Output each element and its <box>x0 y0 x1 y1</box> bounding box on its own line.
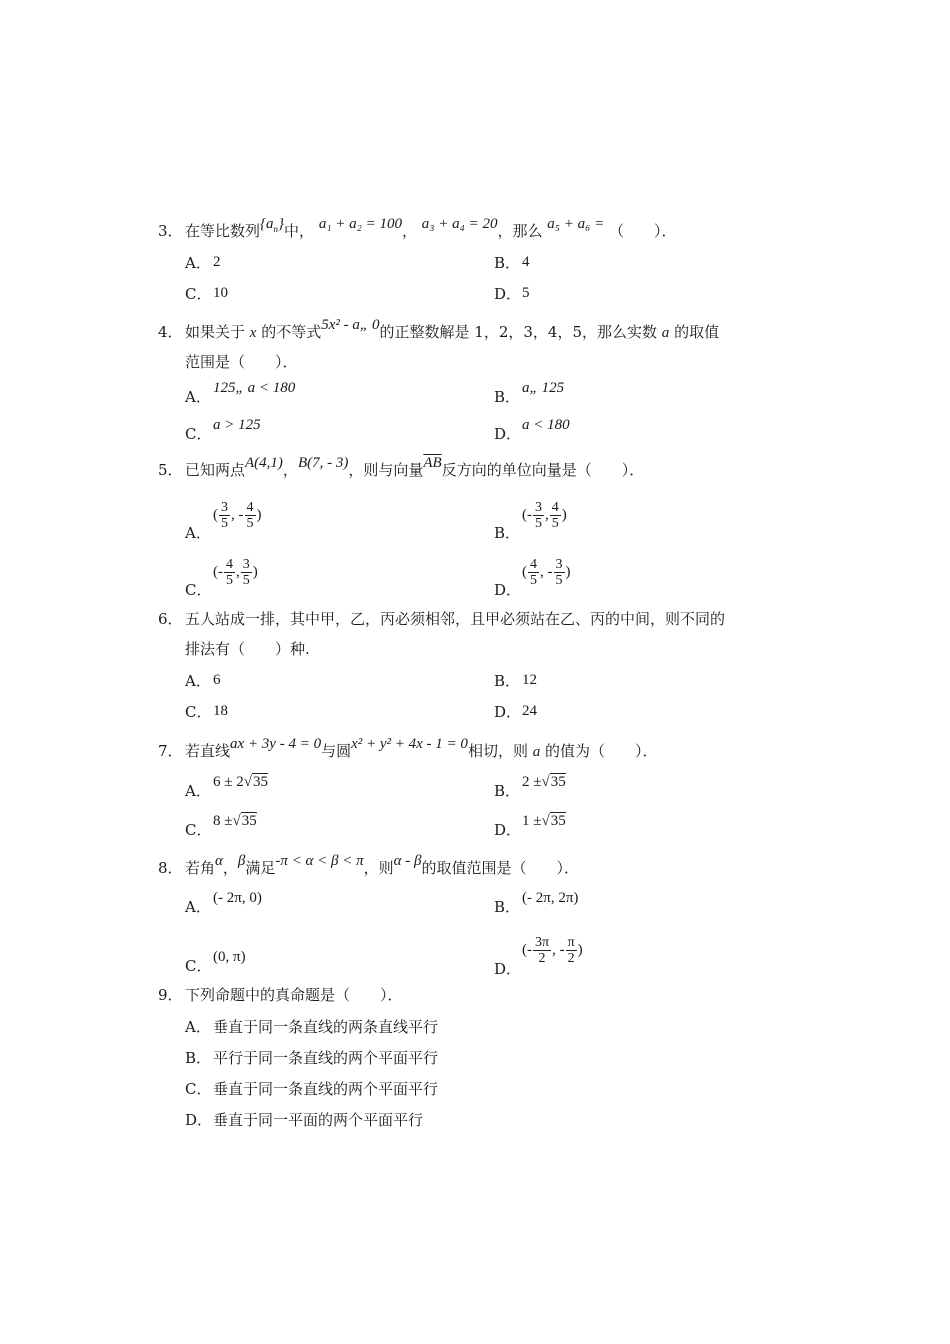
question-number: 9． <box>158 986 183 1004</box>
option-d: D． a < 180 <box>494 417 570 443</box>
option-a: A． ( $\frac{3}{5}$ , - $\frac{4}{5}$ ) <box>185 500 262 542</box>
option-a: A． 125„ a < 180 <box>185 380 296 406</box>
line-equation: ax + 3y - 4 = 0 <box>230 736 322 752</box>
question-stem: 在等比数列$\{a_n\}$中， a₁ + a₂ = 100， a₃ + a₄ = 20，那么 a₅ + a₆ = （ ）． <box>185 216 677 240</box>
option-a: A． 6 <box>185 672 221 690</box>
option-d: D． 24 <box>494 703 537 721</box>
question-number: 3． <box>158 222 183 240</box>
option-b: B． a„ 125 <box>494 380 565 406</box>
point-b: B(7, - 3) <box>297 455 349 471</box>
option-c: C． 10 <box>185 285 228 303</box>
math-sequence: $\{a_n\}$ <box>260 216 285 234</box>
option-d: D． (- $\frac{3\pi}{2}$ , - $\frac{\pi}{2}$ ) <box>494 935 583 978</box>
option-c: C． (- $\frac{4}{5}$ , $\frac{3}{5}$ ) <box>185 557 258 599</box>
question-number: 5． <box>158 461 183 479</box>
option-a: A． 垂直于同一条直线的两条直线平行 <box>185 1018 439 1036</box>
question-stem: 若直线ax + 3y - 4 = 0与圆x² + y² + 4x - 1 = 0相切，则 a 的值为（ ）． <box>185 736 658 760</box>
question-stem: 下列命题中的真命题是（ ）． <box>185 986 403 1004</box>
stem-text: 在等比数列 <box>185 222 261 240</box>
math-equation: a₅ + a₆ = <box>547 216 605 232</box>
angle-condition: -π < α < β < π <box>275 853 364 869</box>
stem-text: 中， <box>284 222 315 240</box>
option-d: D． 1 ±√35 <box>494 813 566 839</box>
circle-equation: x² + y² + 4x - 1 = 0 <box>351 736 468 752</box>
option-a: A． 2 <box>185 254 221 272</box>
question-stem-continued: 排法有（ ）种. <box>185 640 310 658</box>
option-b: B． 平行于同一条直线的两个平面平行 <box>185 1049 439 1067</box>
question-stem: 若角α，β满足-π < α < β < π，则α - β的取值范围是（ ）． <box>185 853 580 877</box>
stem-text: ，那么 <box>497 222 543 240</box>
option-b: B． 4 <box>494 254 530 272</box>
question-number: 4． <box>158 323 183 341</box>
math-equation: a₃ + a₄ = 20 <box>421 216 498 232</box>
question-stem: 如果关于 x 的不等式5x² - a„ 0的正整数解是 1，2，3，4，5，那么实数 a 的取值 <box>185 317 720 341</box>
option-c: C． 垂直于同一条直线的两个平面平行 <box>185 1080 439 1098</box>
option-d: D． 5 <box>494 285 530 303</box>
vector-ab: $\overline{AB}$ <box>423 455 442 471</box>
question-number: 6． <box>158 610 183 628</box>
question-stem: 已知两点A(4,1)，B(7, - 3)，则与向量$\overline{AB}$反方向的单位向量是（ ）． <box>185 455 645 479</box>
option-b: B． 2 ±√35 <box>494 774 566 800</box>
option-b: B． (- 2π, 2π) <box>494 890 579 916</box>
option-b: B． (- $\frac{3}{5}$ , $\frac{4}{5}$ ) <box>494 500 567 542</box>
stem-text: （ ）． <box>608 222 677 240</box>
option-c: C． 8 ±√35 <box>185 813 257 839</box>
option-c: C． a > 125 <box>185 417 261 443</box>
math-inequality: 5x² - a„ 0 <box>321 317 380 333</box>
point-a: A(4,1) <box>245 455 283 471</box>
option-d: D． 垂直于同一平面的两个平面平行 <box>185 1111 424 1129</box>
math-equation: a₁ + a₂ = 100 <box>318 216 402 232</box>
option-c: C． 18 <box>185 703 228 721</box>
option-a: A． 6 ± 2√35 <box>185 774 268 800</box>
angle-difference: α - β <box>393 853 422 869</box>
question-stem-continued: 范围是（ ）． <box>185 353 298 371</box>
question-number: 7． <box>158 742 183 760</box>
question-number: 8． <box>158 859 183 877</box>
question-stem: 五人站成一排，其中甲，乙，丙必须相邻，且甲必须站在乙、丙的中间，则不同的 <box>185 610 726 628</box>
option-d: D． ( $\frac{4}{5}$ , - $\frac{3}{5}$ ) <box>494 557 571 599</box>
option-b: B． 12 <box>494 672 537 690</box>
option-c: C． (0, π) <box>185 949 246 975</box>
option-a: A． (- 2π, 0) <box>185 890 262 916</box>
